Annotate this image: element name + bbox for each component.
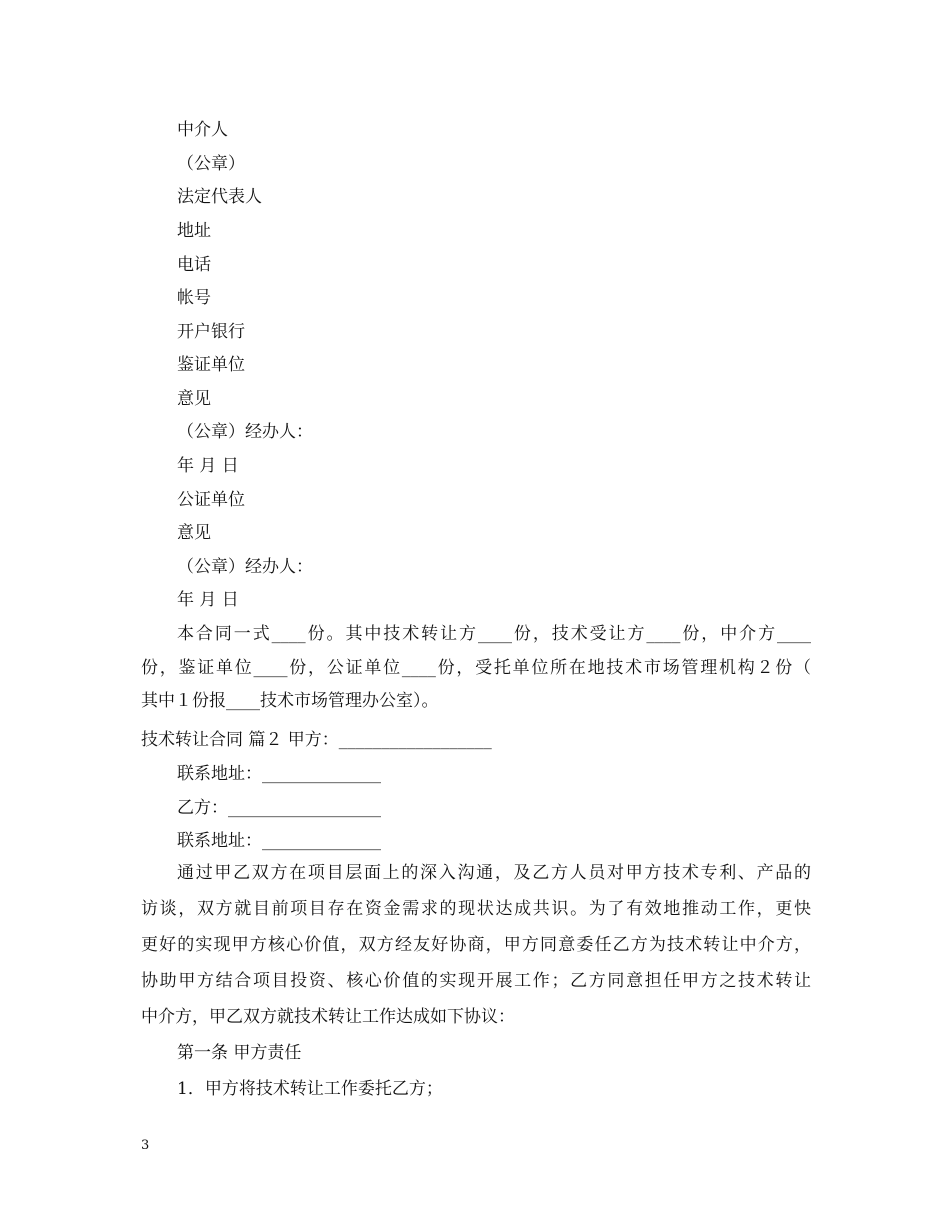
text-line: 年 月 日: [177, 456, 239, 476]
text-line: 联系地址：______________: [177, 831, 381, 851]
text-line: （公章）经办人：: [177, 422, 313, 442]
page-number: 3: [141, 1138, 150, 1153]
text-line: 鉴证单位: [177, 355, 245, 375]
text-line: 通过甲乙双方在项目层面上的深入沟通，及乙方人员对甲方技术专利、产品的: [177, 863, 811, 883]
text-line: 意见: [177, 523, 211, 543]
text-line: 意见: [177, 389, 211, 409]
text-line: 协助甲方结合项目投资、核心价值的实现开展工作；乙方同意担任甲方之技术转让: [141, 971, 811, 991]
article-heading: 第一条 甲方责任: [177, 1043, 302, 1063]
text-line: 更好的实现甲方核心价值，双方经友好协商，甲方同意委任乙方为技术转让中介方，: [141, 935, 811, 955]
text-line: 乙方：__________________: [177, 798, 381, 818]
text-line: 联系地址：______________: [177, 764, 381, 784]
text-line: 其中１份报____技术市场管理办公室）。: [141, 691, 439, 711]
section-heading: 技术转让合同 篇２ 甲方：__________________: [141, 730, 492, 750]
text-line: 年 月 日: [177, 590, 239, 610]
text-line: 访谈，双方就目前项目存在资金需求的现状达成共识。为了有效地推动工作，更快: [141, 899, 811, 919]
text-line: 电话: [177, 255, 211, 275]
text-line: 地址: [177, 221, 211, 241]
text-line: 法定代表人: [177, 187, 262, 207]
text-line: （公章）: [177, 154, 245, 174]
text-line: （公章）经办人：: [177, 557, 313, 577]
text-line: 中介人: [177, 120, 228, 140]
text-line: 本合同一式____份。其中技术转让方____份，技术受让方____份，中介方____: [177, 624, 811, 644]
text-line: 份，鉴证单位____份，公证单位____份，受托单位所在地技术市场管理机构２份（: [141, 658, 811, 678]
text-line: 1．甲方将技术转让工作委托乙方；: [177, 1079, 443, 1099]
text-line: 帐号: [177, 288, 211, 308]
text-line: 公证单位: [177, 490, 245, 510]
text-line: 中介方，甲乙双方就技术转让工作达成如下协议：: [141, 1007, 515, 1027]
text-line: 开户银行: [177, 322, 245, 342]
